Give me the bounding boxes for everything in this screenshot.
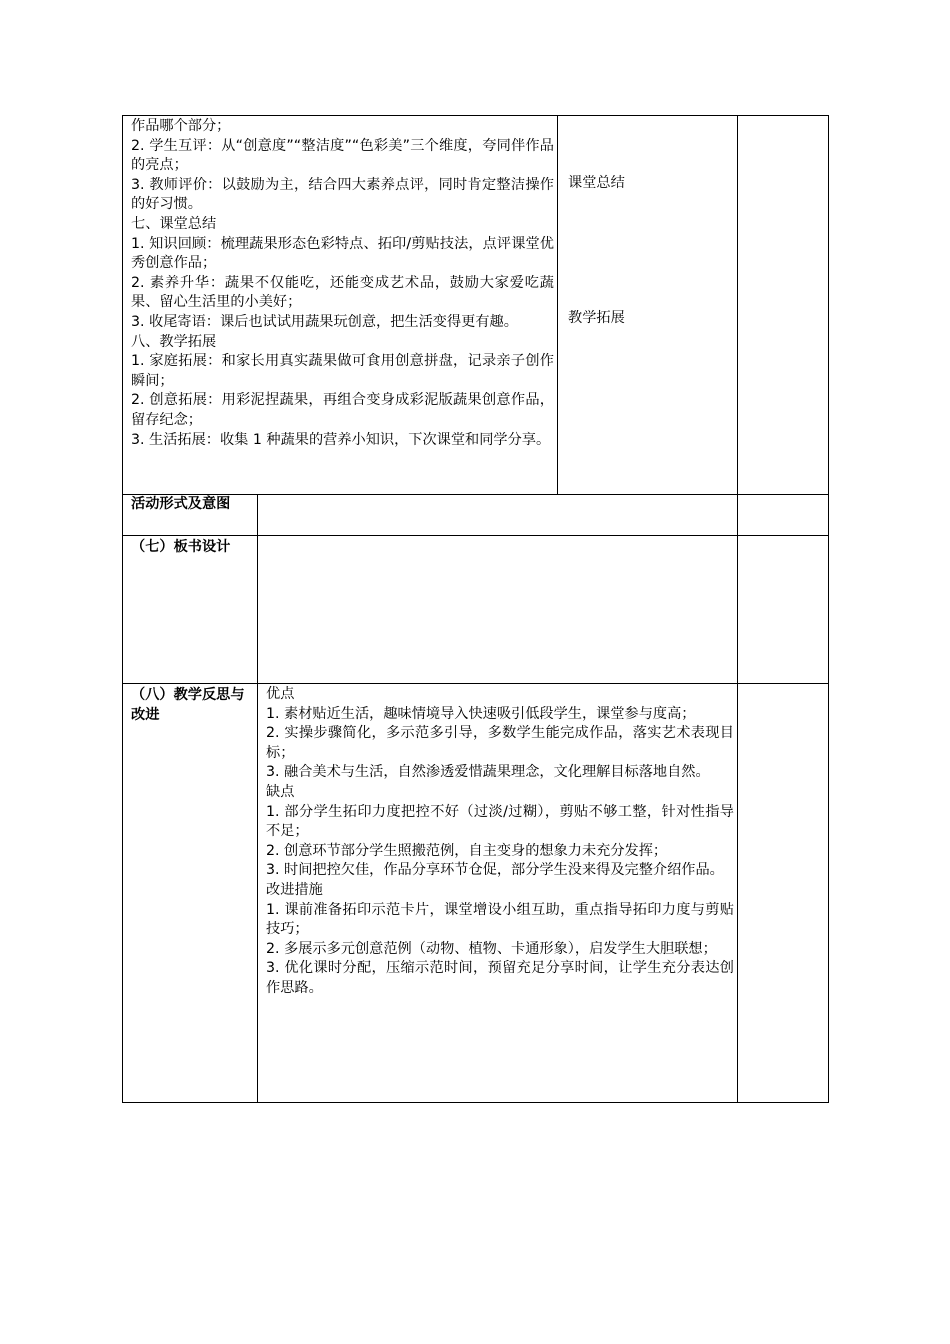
- strength-item: 2. 实操步骤简化，多示范多引导，多数学生能完成作品，落实艺术表现目标；: [266, 725, 734, 761]
- activity-notes-cell: [738, 495, 829, 536]
- weakness-item: 2. 创意环节部分学生照搬范例，自主变身的想象力未充分发挥；: [266, 842, 668, 859]
- improvement-item: 2. 多展示多元创意范例（动物、植物、卡通形象），启发学生大胆联想；: [266, 940, 717, 957]
- improvements-title: 改进措施: [266, 881, 323, 898]
- strength-item: 1. 素材贴近生活，趣味情境导入快速吸引低段学生，课堂参与度高；: [266, 705, 696, 722]
- process-line: 3. 收尾寄语：课后也试试用蔬果玩创意，把生活变得更有趣。: [131, 313, 518, 330]
- weakness-item: 1. 部分学生拓印力度把控不好（过淡/过糊），剪贴不够工整，针对性指导不足；: [266, 803, 734, 840]
- process-line: 作品哪个部分；: [131, 118, 231, 134]
- process-line: 2. 素养升华：蔬果不仅能吃，还能变成艺术品，鼓励大家爱吃蔬果、留心生活里的小美好；: [131, 274, 554, 311]
- side-label-summary: 课堂总结: [568, 175, 625, 191]
- process-line: 3. 教师评价：以鼓励为主，结合四大素养点评，同时肯定整洁操作的好习惯。: [131, 176, 554, 213]
- process-line: 1. 知识回顾：梳理蔬果形态色彩特点、拓印/剪贴技法，点评课堂优秀创意作品；: [131, 235, 554, 272]
- weakness-item: 3. 时间把控欠佳，作品分享环节仓促，部分学生没来得及完整介绍作品。: [266, 862, 724, 879]
- process-line: 2. 创意拓展：用彩泥捏蔬果，再组合变身成彩泥版蔬果创意作品，留存纪念；: [131, 392, 554, 428]
- activity-content-cell: [258, 495, 738, 536]
- content-row: [123, 116, 829, 495]
- activity-row: [123, 495, 829, 536]
- activity-label-cell: [123, 495, 258, 536]
- lesson-plan-table: [122, 115, 829, 1103]
- reflection-label: （八）教学反思与改进: [131, 687, 245, 723]
- board-content-cell: [258, 536, 738, 684]
- teaching-process-cell: [123, 116, 558, 495]
- strengths-title: 优点: [266, 686, 295, 702]
- weaknesses-title: 缺点: [266, 783, 295, 800]
- board-design-row: [123, 536, 829, 684]
- process-line: 3. 生活拓展：收集 1 种蔬果的营养小知识，下次课堂和同学分享。: [131, 431, 551, 448]
- process-line: 1. 家庭拓展：和家长用真实蔬果做可食用创意拼盘，记录亲子创作瞬间；: [131, 353, 554, 389]
- reflection-row: [123, 684, 829, 1103]
- notes-cell: [738, 116, 829, 495]
- section-heading-extension: 八、教学拓展: [131, 333, 217, 350]
- process-line: 2. 学生互评：从“创意度”“整洁度”“色彩美”三个维度，夸同伴作品的亮点；: [131, 137, 554, 174]
- section-heading-summary: 七、课堂总结: [131, 215, 217, 232]
- reflection-label-cell: [123, 684, 258, 1103]
- side-label-extension: 教学拓展: [568, 310, 625, 326]
- board-design-label: （七）板书设计: [131, 539, 231, 555]
- activity-label: 活动形式及意图: [131, 496, 231, 512]
- improvement-item: 1. 课前准备拓印示范卡片，课堂增设小组互助，重点指导拓印力度与剪贴技巧；: [266, 901, 734, 938]
- board-notes-cell: [738, 536, 829, 684]
- reflection-content-cell: [258, 684, 738, 1103]
- reflection-notes-cell: [738, 684, 829, 1103]
- improvement-item: 3. 优化课时分配，压缩示范时间，预留充足分享时间，让学生充分表达创作思路。: [266, 960, 734, 996]
- strength-item: 3. 融合美术与生活，自然渗透爱惜蔬果理念，文化理解目标落地自然。: [266, 764, 710, 781]
- board-label-cell: [123, 536, 258, 684]
- design-intent-cell: [558, 116, 738, 495]
